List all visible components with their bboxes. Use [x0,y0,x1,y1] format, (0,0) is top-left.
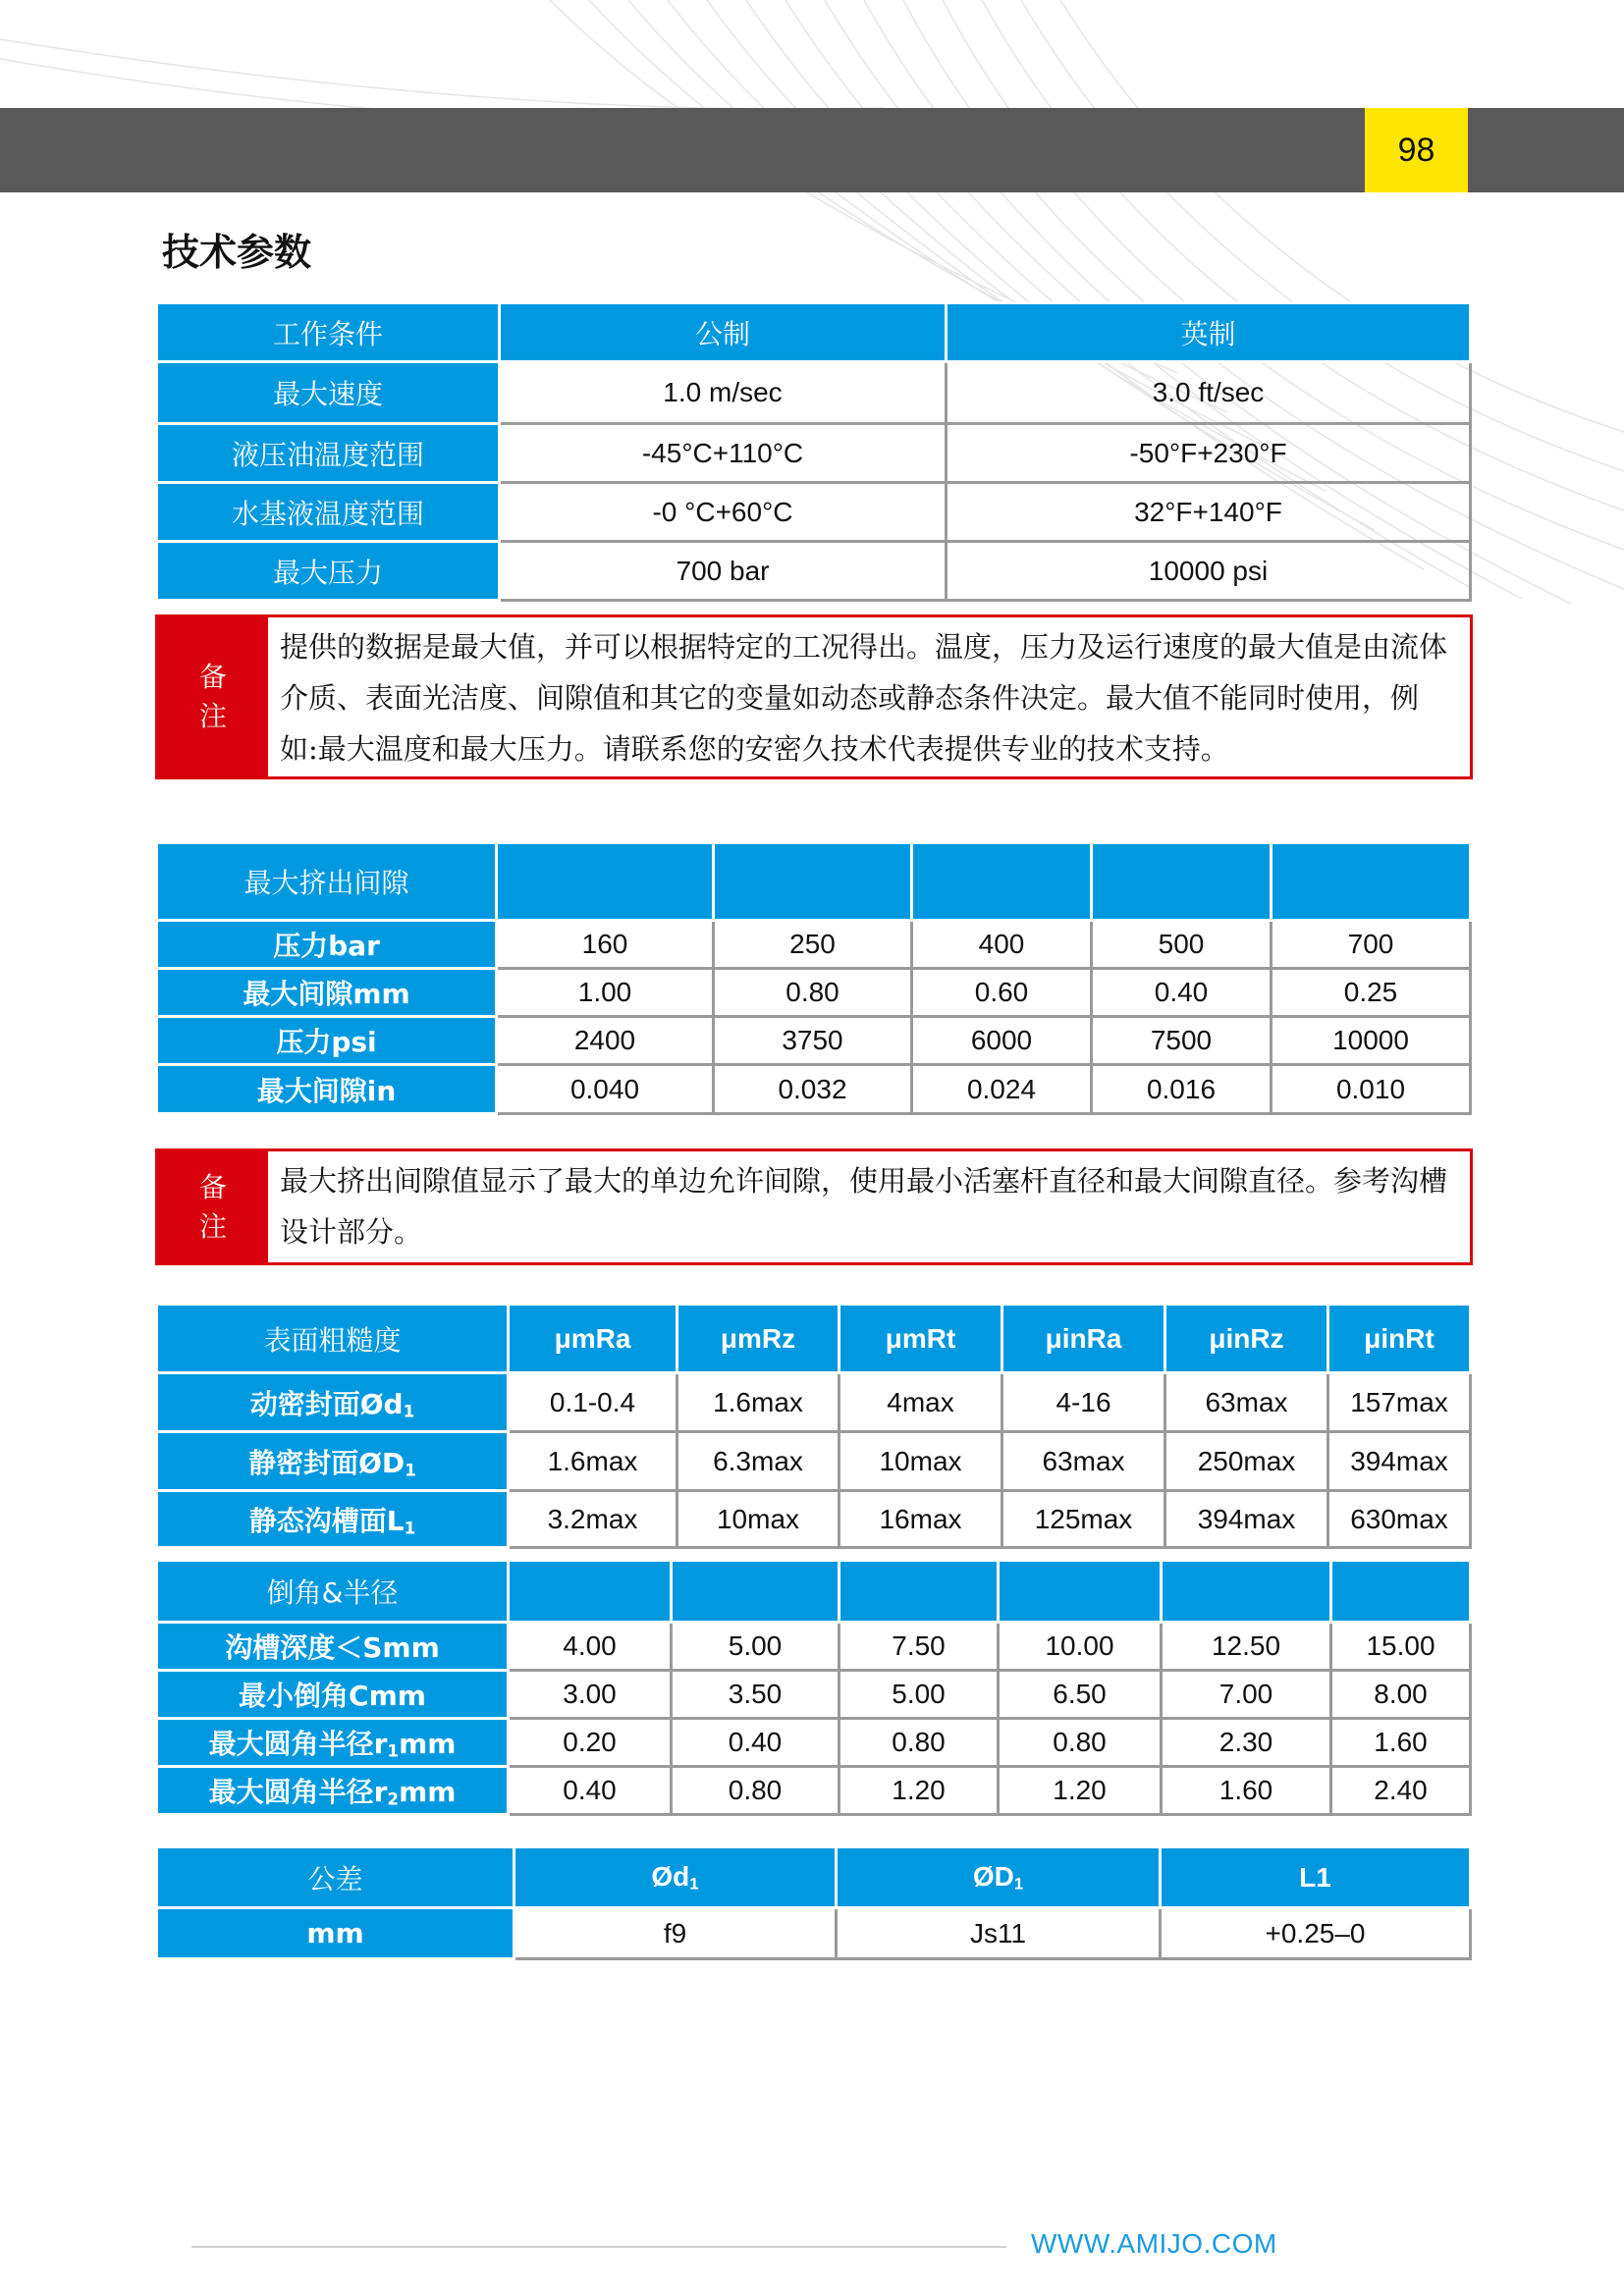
table-cell: 630max [1328,1491,1471,1548]
table-cell: 0.016 [1092,1065,1272,1114]
table-cell: 10max [839,1432,1002,1491]
col-header-imperial: 英制 [947,303,1471,362]
table-cell: 63max [1002,1432,1165,1491]
table-cell: 8.00 [1331,1671,1471,1719]
table-cell: 7500 [1092,1017,1272,1065]
empty-header-cell [1272,843,1471,921]
table-cell: 3750 [714,1017,912,1065]
col-header-condition: 工作条件 [157,303,500,362]
table-cell: 0.80 [999,1719,1162,1767]
row-label-max-pressure: 最大压力 [157,542,500,601]
footer-website-link[interactable]: WWW.AMIJO.COM [1031,2228,1277,2259]
table-cell: 7.00 [1162,1671,1331,1719]
note-label-top: 备 [198,1170,227,1203]
empty-header-cell [1092,843,1272,921]
table-cell: Js11 [837,1908,1161,1959]
table-cell: 1.20 [999,1767,1162,1815]
table-cell: 10.00 [999,1623,1162,1671]
cell-metric: 700 bar [500,542,947,601]
cell-metric: -0 °C+60°C [500,483,947,542]
empty-header-cell [509,1561,672,1623]
cell-imperial: 32°F+140°F [947,483,1471,542]
empty-header-cell [1162,1561,1331,1623]
row-label-water-temp: 水基液温度范围 [157,483,500,542]
table-cell: 6000 [912,1017,1092,1065]
note-line: 介质、表面光洁度、间隙值和其它的变量如动态或静态条件决定。最大值不能同时使用，例 [280,681,1420,715]
row-label-pressure-bar: 压力bar [157,921,497,969]
note-line: 设计部分。 [280,1215,423,1249]
empty-header-cell [1331,1561,1471,1623]
table-cell: 1.00 [497,969,714,1017]
table-cell: 0.60 [912,969,1092,1017]
gap-table-title: 最大挤出间隙 [157,843,497,921]
col-header-L1: L1 [1161,1847,1471,1908]
row-label-groove-depth: 沟槽深度＜Smm [157,1623,509,1671]
table-cell: 700 [1272,921,1471,969]
col-header-uinra: μinRa [1002,1305,1165,1373]
table-cell: 0.024 [912,1065,1092,1114]
table-cell: 0.40 [1092,969,1272,1017]
cell-imperial: 10000 psi [947,542,1471,601]
note-label-bottom: 注 [198,700,227,732]
cell-metric: 1.0 m/sec [500,362,947,424]
table-cell: 0.20 [509,1719,672,1767]
table-cell: 0.040 [497,1065,714,1114]
empty-header-cell [912,843,1092,921]
row-label-max-radius-r2: 最大圆角半径$r_2mm$ [157,1767,509,1815]
page-number-badge: 98 [1365,108,1468,192]
empty-header-cell [672,1561,839,1623]
table-cell: 12.50 [1162,1623,1331,1671]
table-cell: 0.80 [839,1719,999,1767]
table-cell: f9 [514,1908,837,1959]
row-label-gap-mm: 最大间隙mm [157,969,497,1017]
extrusion-gap-table [155,841,1472,1115]
col-header-uinrt: μinRt [1328,1305,1471,1373]
col-header-od1: $Ød_1$ [514,1847,837,1908]
table-cell: 157max [1328,1373,1471,1432]
empty-header-cell [714,843,912,921]
table-cell: 15.00 [1331,1623,1471,1671]
table-cell: 0.40 [672,1719,839,1767]
table-cell: 2.40 [1331,1767,1471,1815]
chamfer-radius-table [155,1559,1472,1816]
roughness-table-title: 表面粗糙度 [157,1305,509,1373]
note-label [158,1151,268,1262]
empty-header-cell [999,1561,1162,1623]
section-title: 技术参数 [162,231,312,274]
chamfer-table-title: 倒角&半径 [157,1561,509,1623]
table-cell: 10000 [1272,1017,1471,1065]
cell-imperial: 3.0 ft/sec [947,362,1471,424]
row-label-gap-in: 最大间隙in [157,1065,497,1114]
table-cell: 1.6max [509,1432,677,1491]
cell-metric: -45°C+110°C [500,424,947,483]
surface-roughness-table [155,1303,1472,1549]
table-cell: 6.3max [677,1432,839,1491]
table-cell: 160 [497,921,714,969]
table-cell: 250 [714,921,912,969]
note-box-2 [155,1148,1473,1265]
row-label-dynamic-seal: 动密封面$Ød_1$ [157,1373,509,1432]
table-cell: 0.40 [509,1767,672,1815]
row-label-max-radius-r1: 最大圆角半径$r_1mm$ [157,1719,509,1767]
table-cell: 3.00 [509,1671,672,1719]
row-label-pressure-psi: 压力psi [157,1017,497,1065]
row-label-min-chamfer: 最小倒角Cmm [157,1671,509,1719]
table-cell: 250max [1165,1432,1328,1491]
table-cell: 394max [1165,1491,1328,1548]
table-cell: 1.60 [1162,1767,1331,1815]
table-cell: 4.00 [509,1623,672,1671]
note-label [158,617,268,776]
note-line: 如:最大温度和最大压力。请联系您的安密久技术代表提供专业的技术支持。 [280,732,1229,766]
empty-header-cell [839,1561,999,1623]
note-text [268,1151,1470,1262]
col-header-umra: μmRa [509,1305,677,1373]
note-label-bottom: 注 [198,1209,227,1243]
table-cell: 4-16 [1002,1373,1165,1432]
table-cell: 6.50 [999,1671,1162,1719]
table-cell: 125max [1002,1491,1165,1548]
table-cell: 7.50 [839,1623,999,1671]
table-cell: 3.2max [509,1491,677,1548]
col-header-uinrz: μinRz [1165,1305,1328,1373]
footer-divider [191,2246,1006,2248]
row-label-oil-temp: 液压油温度范围 [157,424,500,483]
table-cell: 2.30 [1162,1719,1331,1767]
table-cell: 4max [839,1373,1002,1432]
table-cell: 394max [1328,1432,1471,1491]
note-line: 提供的数据是最大值，并可以根据特定的工况得出。温度，压力及运行速度的最大值是由流体 [280,630,1448,664]
col-header-oD1: $ØD_1$ [837,1847,1161,1908]
note-text [268,617,1470,776]
col-header-umrz: μmRz [677,1305,839,1373]
table-cell: 0.80 [672,1767,839,1815]
table-cell: 3.50 [672,1671,839,1719]
row-label-max-speed: 最大速度 [157,362,500,424]
note-label-top: 备 [198,661,227,693]
table-cell: 0.25 [1272,969,1471,1017]
table-cell: 400 [912,921,1092,969]
table-cell: 2400 [497,1017,714,1065]
col-header-umrt: μmRt [839,1305,1002,1373]
row-label-static-seal: 静密封面$ØD_1$ [157,1432,509,1491]
conditions-table [155,301,1472,602]
table-cell: 5.00 [672,1623,839,1671]
row-label-static-groove: 静态沟槽面$L_1$ [157,1491,509,1548]
table-cell: 10max [677,1491,839,1548]
table-cell: 1.20 [839,1767,999,1815]
empty-header-cell [497,843,714,921]
table-cell: 0.1-0.4 [509,1373,677,1432]
table-cell: 63max [1165,1373,1328,1432]
table-cell: 500 [1092,921,1272,969]
tolerance-table [155,1845,1472,1960]
table-cell: 5.00 [839,1671,999,1719]
table-cell: 16max [839,1491,1002,1548]
table-cell: 0.032 [714,1065,912,1114]
note-line: 最大挤出间隙值显示了最大的单边允许间隙，使用最小活塞杆直径和最大间隙直径。参考沟槽 [280,1164,1448,1198]
table-cell: 0.80 [714,969,912,1017]
tolerance-table-title: 公差 [157,1847,514,1908]
table-cell: 1.6max [677,1373,839,1432]
row-label-mm: mm [157,1908,514,1959]
col-header-metric: 公制 [500,303,947,362]
cell-imperial: -50°F+230°F [947,424,1471,483]
table-cell: 0.010 [1272,1065,1471,1114]
note-box-1 [155,614,1473,779]
table-cell: +0.25–0 [1161,1908,1471,1959]
table-cell: 1.60 [1331,1719,1471,1767]
